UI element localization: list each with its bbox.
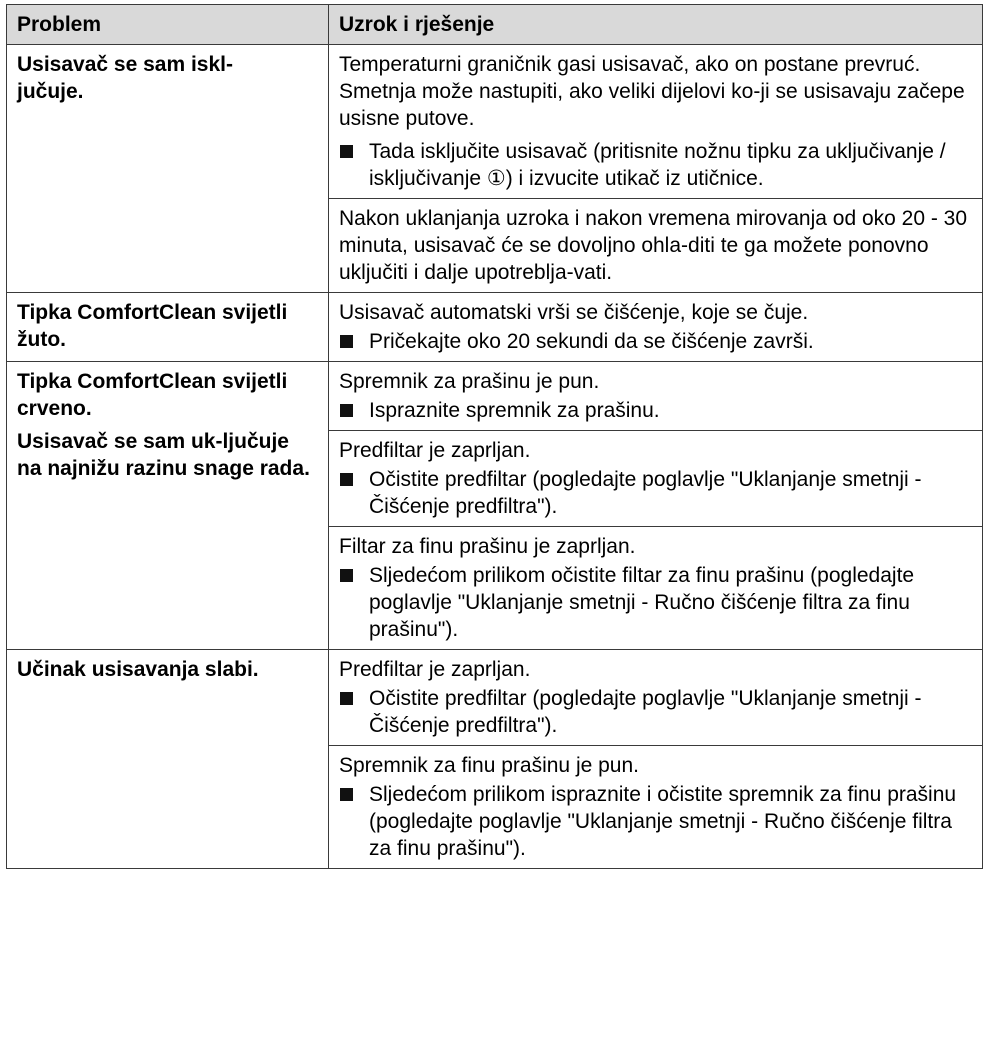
cause-cell bbox=[329, 650, 983, 746]
solution-bullet bbox=[339, 685, 972, 739]
cause-cell bbox=[329, 45, 983, 199]
header-cause-solution: Uzrok i rješenje bbox=[329, 5, 983, 45]
solution-bullet bbox=[339, 328, 972, 355]
problem-cell bbox=[7, 362, 329, 650]
followup-paragraph: Nakon uklanjanja uzroka i nakon vremena mirovanja od oko 20 - 30 minuta, usisavač će se dovoljno ohla-diti te ga možete ponovno uključiti i dalje upotreblja-vati. bbox=[339, 207, 968, 284]
cause-paragraph: Temperaturni graničnik gasi usisavač, ako on postane prevruć. Smetnja može nastupiti, ako veliki dijelovi ko-ji se usisavaju začepe usisne putove. bbox=[339, 53, 965, 130]
problem-text: Učinak usisavanja slabi. bbox=[17, 658, 259, 681]
cause-cell bbox=[329, 362, 983, 431]
problem-cell bbox=[7, 45, 329, 293]
solution-bullet bbox=[339, 781, 972, 862]
problem-text-line: Usisavač se sam iskl- bbox=[17, 53, 233, 76]
solution-text: Tada isključite usisavač (pritisnite nožnu tipku za uključivanje / isključivanje ①) i izvucite utikač iz utičnice. bbox=[369, 140, 946, 190]
problem-text-line: jučuje. bbox=[17, 80, 84, 103]
solution-text: Ispraznite spremnik za prašinu. bbox=[369, 399, 660, 422]
bullet-square-icon bbox=[340, 404, 353, 417]
cause-cell bbox=[329, 293, 983, 362]
cause-paragraph: Spremnik za finu prašinu je pun. bbox=[339, 754, 639, 777]
solution-bullet bbox=[339, 138, 972, 192]
problem-text: Tipka ComfortClean svijetli crveno. bbox=[17, 370, 288, 420]
solution-text: Pričekajte oko 20 sekundi da se čišćenje završi. bbox=[369, 330, 814, 353]
cause-cell bbox=[329, 199, 983, 293]
bullet-square-icon bbox=[340, 569, 353, 582]
bullet-square-icon bbox=[340, 473, 353, 486]
cause-paragraph: Predfiltar je zaprljan. bbox=[339, 658, 531, 681]
cause-cell bbox=[329, 746, 983, 869]
solution-text: Očistite predfiltar (pogledajte poglavlje "Uklanjanje smetnji - Čišćenje predfiltra"). bbox=[369, 468, 922, 518]
solution-bullet bbox=[339, 466, 972, 520]
table-row bbox=[7, 45, 983, 199]
problem-cell bbox=[7, 293, 329, 362]
cause-paragraph: Usisavač automatski vrši se čišćenje, koje se čuje. bbox=[339, 301, 809, 324]
solution-text: Očistite predfiltar (pogledajte poglavlje "Uklanjanje smetnji - Čišćenje predfiltra"). bbox=[369, 687, 922, 737]
cause-paragraph: Predfiltar je zaprljan. bbox=[339, 439, 531, 462]
cause-paragraph: Filtar za finu prašinu je zaprljan. bbox=[339, 535, 636, 558]
problem-text: Tipka ComfortClean svijetli žuto. bbox=[17, 301, 288, 351]
solution-bullet bbox=[339, 562, 972, 643]
header-problem: Problem bbox=[7, 5, 329, 45]
problem-cell bbox=[7, 650, 329, 869]
solution-text: Sljedećom prilikom ispraznite i očistite spremnik za finu prašinu (pogledajte poglavlje "Uklanjanje smetnji - Ručno čišćenje filtra za finu prašinu"). bbox=[369, 783, 957, 860]
bullet-square-icon bbox=[340, 335, 353, 348]
bullet-square-icon bbox=[340, 145, 353, 158]
table-row bbox=[7, 362, 983, 431]
cause-cell bbox=[329, 527, 983, 650]
troubleshooting-table bbox=[6, 4, 983, 869]
cause-cell bbox=[329, 431, 983, 527]
bullet-square-icon bbox=[340, 788, 353, 801]
problem-text: Usisavač se sam uk-ljučuje na najnižu razinu snage rada. bbox=[17, 430, 310, 480]
solution-text: Sljedećom prilikom očistite filtar za finu prašinu (pogledajte poglavlje "Uklanjanje smetnji - Ručno čišćenje filtra za finu prašinu"). bbox=[369, 564, 915, 641]
solution-bullet bbox=[339, 397, 972, 424]
bullet-square-icon bbox=[340, 692, 353, 705]
cause-paragraph: Spremnik za prašinu je pun. bbox=[339, 370, 600, 393]
table-row bbox=[7, 650, 983, 746]
table-row bbox=[7, 293, 983, 362]
table-header-row bbox=[7, 5, 983, 45]
